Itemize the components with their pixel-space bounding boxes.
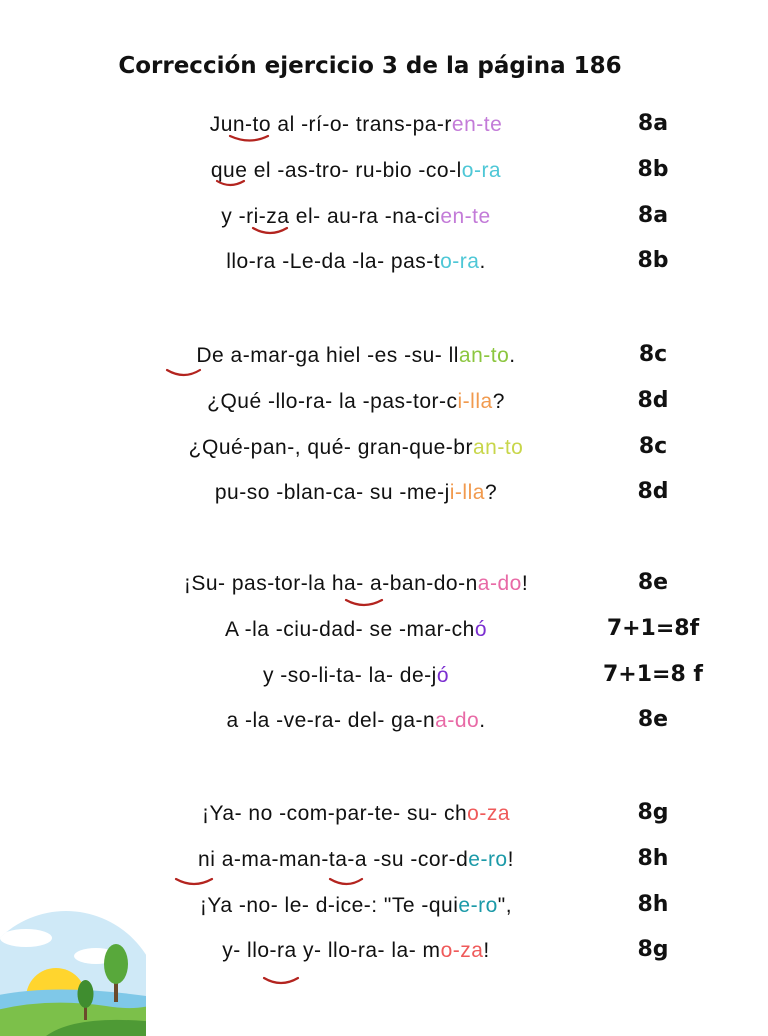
- rhyme-highlight: o-ra: [440, 250, 480, 274]
- verse-line: [100, 111, 612, 139]
- meter-label: 8c: [638, 342, 668, 367]
- verse-text: y -ri-za el- au-ra -na-ci: [221, 204, 441, 228]
- rhyme-highlight: i-lla: [457, 389, 493, 413]
- sinalefa-arc: [346, 600, 382, 605]
- verse-text: ¡Ya -no- le- d-ice-: "Te -qui: [199, 893, 459, 917]
- verse-line: [100, 892, 612, 920]
- meter-label: 8d: [637, 387, 669, 413]
- meter-label: 8b: [637, 248, 669, 274]
- rhyme-highlight: en-te: [451, 113, 503, 136]
- verse-text: a -la -ve-ra- del- ga-n: [226, 709, 436, 733]
- verse-line: [100, 616, 612, 644]
- verse-punctuation: ",: [497, 893, 513, 917]
- sinalefa-arc: [264, 978, 298, 983]
- verse-text: De a-mar-ga hiel -es -su- ll: [196, 344, 459, 367]
- verse-punctuation: .: [509, 344, 516, 367]
- meter-label: 8e: [637, 570, 669, 595]
- meter-label: 7+1=8f: [606, 615, 700, 641]
- verse-punctuation: !: [507, 847, 514, 871]
- meter-label: 7+1=8 f: [602, 661, 704, 687]
- meter-label: 8g: [637, 800, 669, 825]
- landscape-illustration-icon: [0, 886, 146, 1036]
- sinalefa-arc: [176, 879, 212, 884]
- meter-label: 8d: [637, 479, 669, 505]
- verse-line: [100, 248, 612, 276]
- rhyme-highlight: an-to: [472, 435, 524, 459]
- verse-line: [100, 388, 612, 416]
- rhyme-highlight: a-do: [477, 572, 522, 595]
- verse-text: A -la -ciu-dad- se -mar-ch: [224, 617, 475, 641]
- verse-line: [100, 570, 612, 598]
- verse-line: [100, 662, 612, 690]
- rhyme-highlight: i-lla: [449, 481, 485, 505]
- meter-label: 8c: [638, 433, 668, 459]
- verse-line: [100, 800, 612, 828]
- verse-text: ¿Qué -llo-ra- la -pas-tor-c: [207, 389, 458, 413]
- verse-line: [100, 434, 612, 462]
- rhyme-highlight: an-to: [458, 344, 510, 367]
- verse-text: ¿Qué-pan-, qué- gran-que-br: [188, 435, 473, 459]
- sinalefa-arc: [167, 370, 200, 375]
- page-title: Corrección ejercicio 3 de la página 186: [118, 53, 622, 80]
- meter-label: 8h: [637, 845, 669, 871]
- rhyme-highlight: e-ro: [468, 847, 508, 871]
- verse-text: llo-ra -Le-da -la- pas-t: [226, 250, 441, 274]
- meter-label: 8e: [637, 707, 669, 733]
- meter-label: 8b: [637, 156, 669, 182]
- verse-punctuation: ?: [492, 389, 505, 413]
- verse-text: ¡Su- pas-tor-la ha- a-ban-do-n: [183, 572, 478, 595]
- rhyme-highlight: ó: [436, 663, 450, 687]
- verse-text: y- llo-ra y- llo-ra- la- m: [222, 939, 441, 963]
- rhyme-highlight: o-za: [467, 802, 511, 825]
- verse-text: ¡Ya- no -com-par-te- su- ch: [201, 802, 468, 825]
- meter-label: 8h: [637, 891, 669, 917]
- verse-punctuation: !: [521, 572, 529, 595]
- verse-text: ni a-ma-man-ta-a -su -cor-d: [198, 847, 469, 871]
- verse-text: Jun-to al -rí-o- trans-pa-r: [209, 113, 452, 136]
- verse-text: pu-so -blan-ca- su -me-j: [214, 481, 450, 505]
- verse-text: que el -as-tro- ru-bio -co-l: [210, 158, 462, 182]
- meter-label: 8a: [637, 202, 669, 228]
- verse-line: [100, 203, 612, 231]
- verse-line: [100, 479, 612, 507]
- verse-line: [100, 157, 612, 185]
- meter-label: 8g: [637, 937, 669, 963]
- rhyme-highlight: ó: [474, 617, 488, 641]
- rhyme-highlight: en-te: [440, 204, 491, 228]
- verse-text: y -so-li-ta- la- de-j: [262, 663, 437, 687]
- rhyme-highlight: o-ra: [461, 158, 502, 182]
- verse-line: [100, 846, 612, 874]
- verse-punctuation: .: [479, 709, 486, 733]
- verse-punctuation: .: [479, 250, 486, 274]
- rhyme-highlight: o-za: [440, 939, 484, 963]
- verse-punctuation: ?: [484, 481, 498, 505]
- sinalefa-arc: [330, 879, 362, 884]
- meter-label: 8a: [637, 111, 669, 136]
- rhyme-highlight: a-do: [435, 709, 480, 733]
- verse-line: [100, 342, 612, 370]
- verse-line: [100, 707, 612, 735]
- verse-line: [100, 937, 612, 965]
- verse-punctuation: !: [483, 939, 490, 963]
- rhyme-highlight: e-ro: [458, 893, 498, 917]
